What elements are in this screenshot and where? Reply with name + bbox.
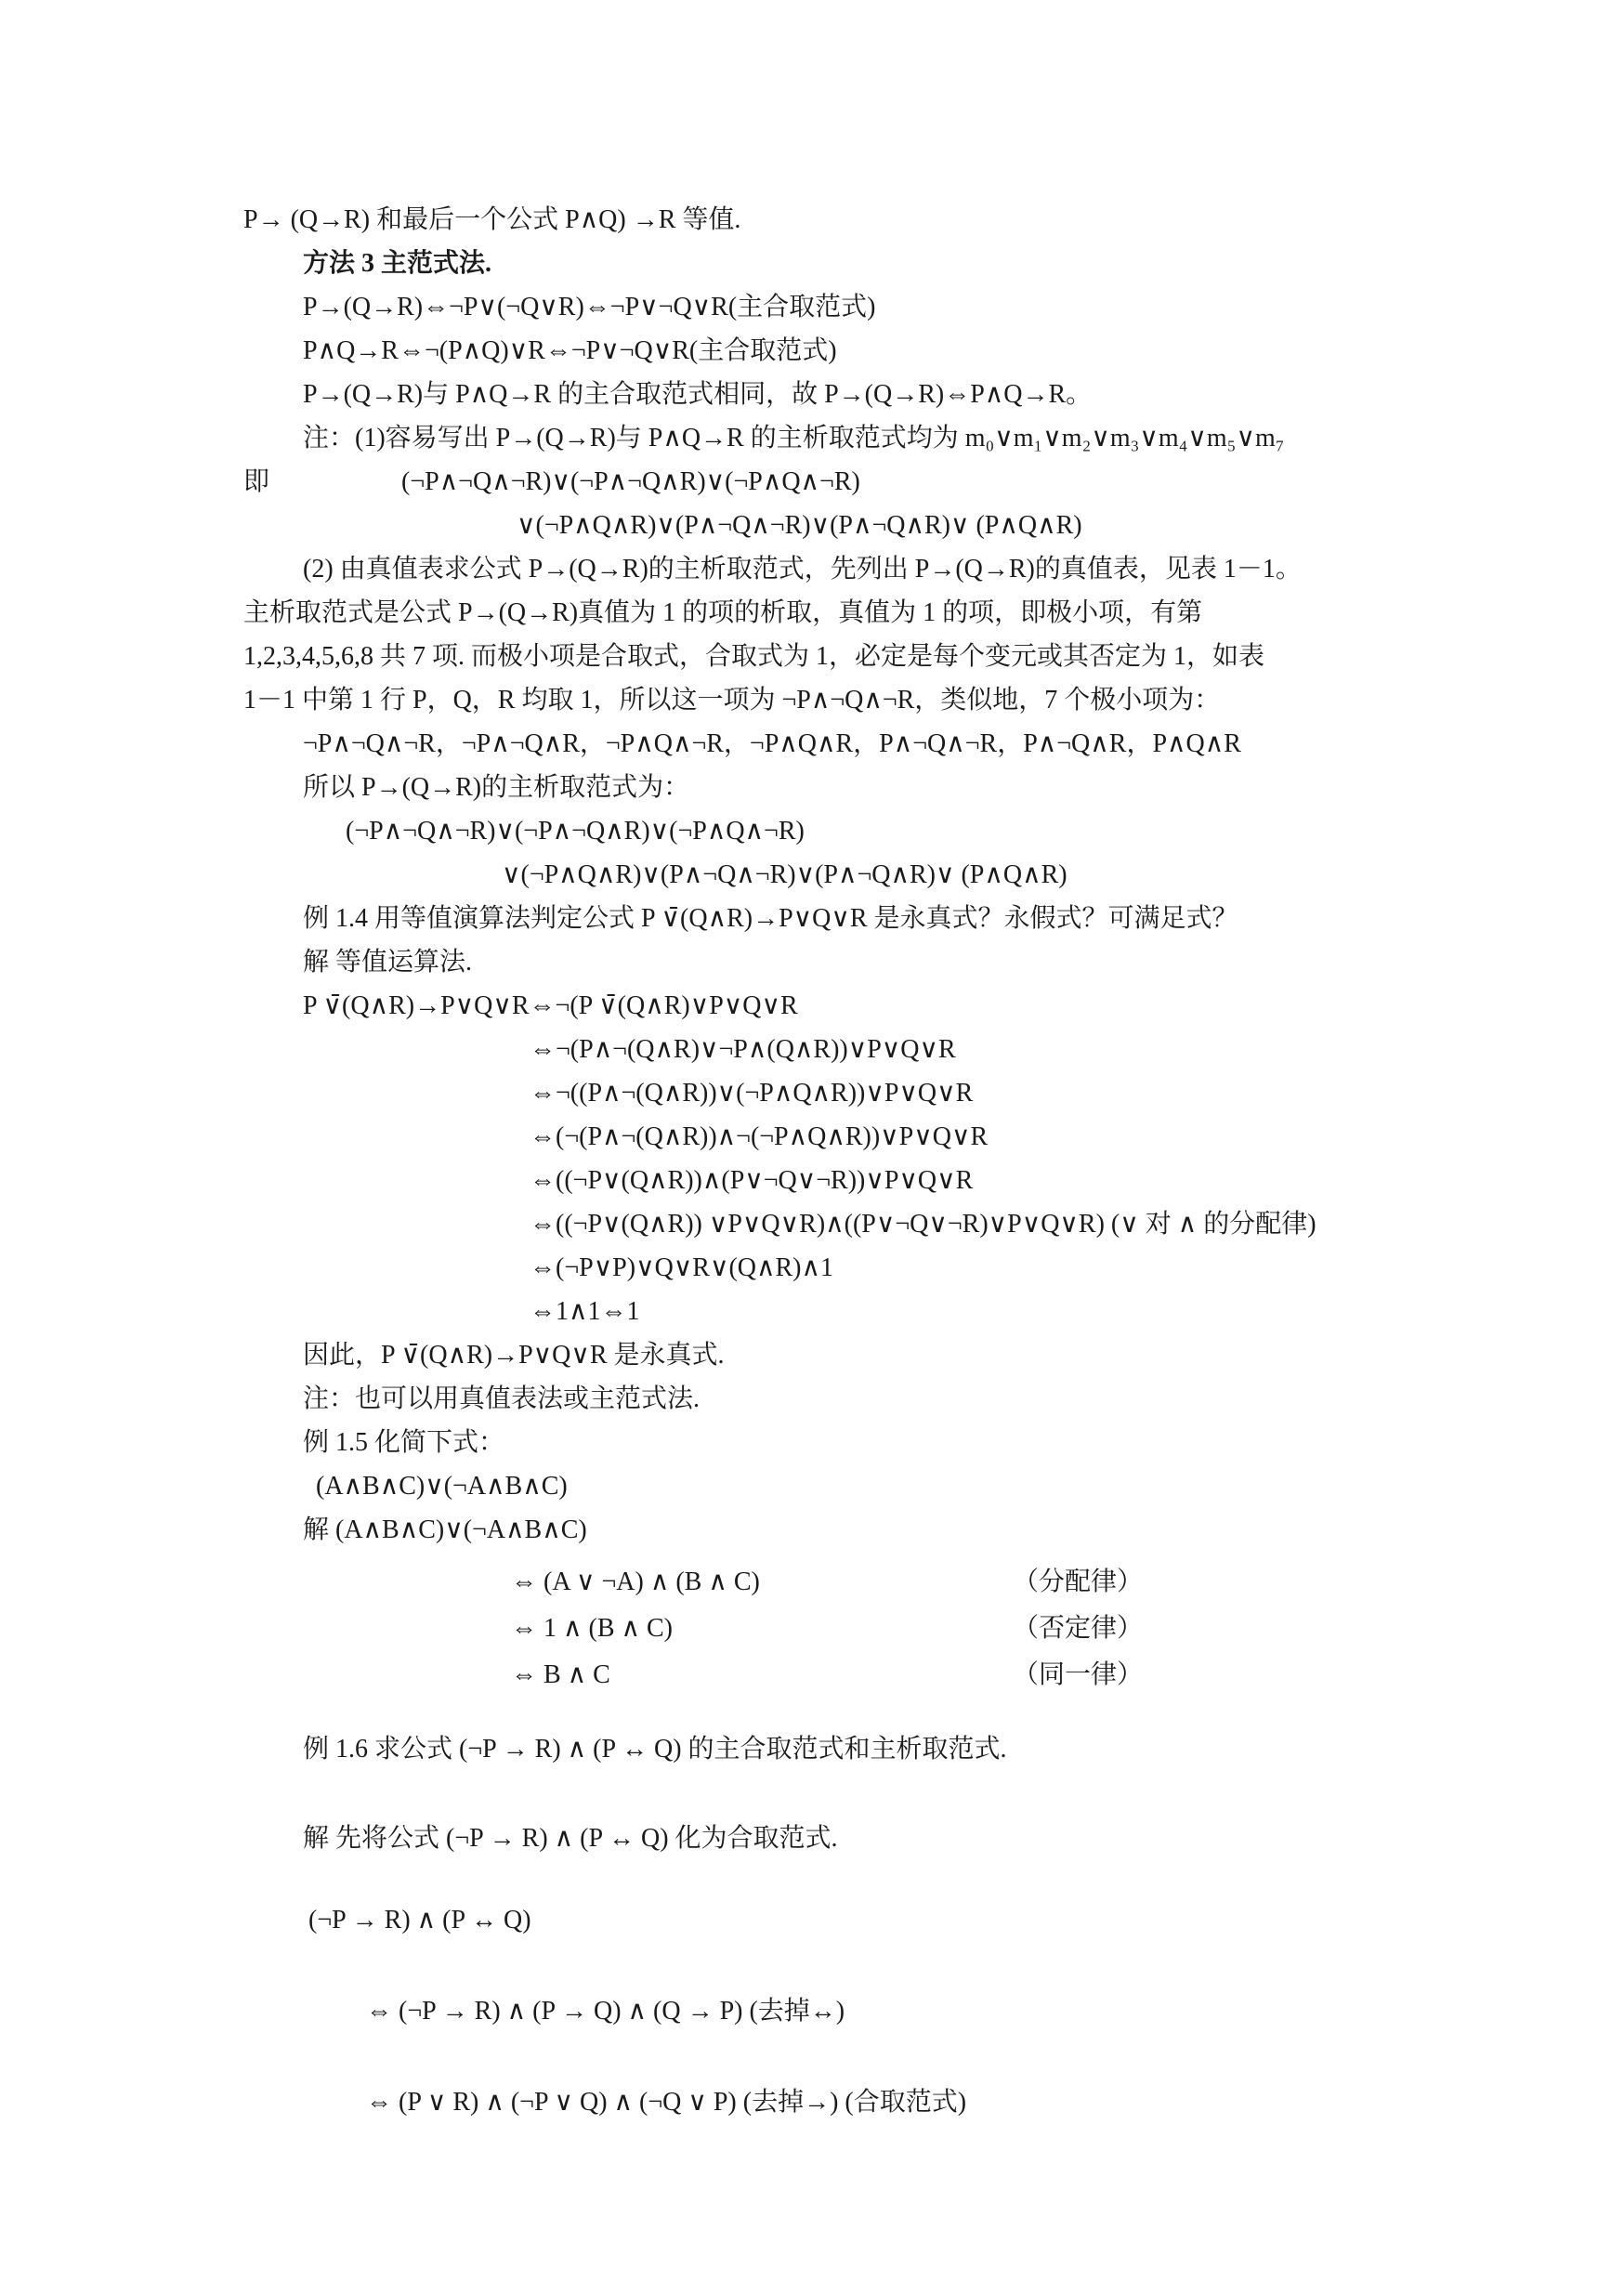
text-line: 即 xyxy=(243,467,270,496)
formula-line: ⇔ (A ∨ ¬A) ∧ (B ∧ C) xyxy=(511,1567,760,1596)
solution-label: 解 等值运算法. xyxy=(303,948,473,977)
formula-line: ∨(¬P∧Q∧R)∨(P∧¬Q∧¬R)∨(P∧¬Q∧R)∨ (P∧Q∧R) xyxy=(517,511,1082,540)
formula-line: ⇔((¬P∨(Q∧R))∧(P∨¬Q∨¬R))∨P∨Q∨R xyxy=(530,1166,974,1195)
formula-line: ⇔¬((P∧¬(Q∧R))∨(¬P∧Q∧R))∨P∨Q∨R xyxy=(530,1079,974,1108)
formula-line: ⇔ B ∧ C xyxy=(511,1660,610,1689)
formula-line: P→(Q→R)与 P∧Q→R 的主合取范式相同，故 P→(Q→R)⇔P∧Q→R。 xyxy=(303,380,1093,409)
formula-line: ⇔1∧1⇔1 xyxy=(530,1297,640,1326)
formula-line: ⇔((¬P∨(Q∧R)) ∨P∨Q∨R)∧((P∨¬Q∨¬R)∨P∨Q∨R) (∨ 对 ∧ 的分配律) xyxy=(530,1210,1316,1239)
formula-line: (¬P∧¬Q∧¬R)∨(¬P∧¬Q∧R)∨(¬P∧Q∧¬R) xyxy=(401,467,860,496)
formula-line: (A∧B∧C)∨(¬A∧B∧C) xyxy=(316,1472,568,1501)
note-line: 注：也可以用真值表法或主范式法. xyxy=(303,1384,701,1413)
text-line: 因此，P ∨̄(Q∧R)→P∨Q∨R 是永真式. xyxy=(303,1341,725,1370)
formula-line: ⇔(¬P∨P)∨Q∨R∨(Q∧R)∧1 xyxy=(530,1253,833,1282)
note-line: 注：(1)容易写出 P→(Q→R)与 P∧Q→R 的主析取范式均为 m₀∨m₁∨m₂∨m₃∨m₄∨m₅∨m₇ xyxy=(303,424,1285,452)
text-line: P→ (Q→R) 和最后一个公式 P∧Q) →R 等值. xyxy=(243,205,741,234)
formula-line: P→(Q→R)⇔¬P∨(¬Q∨R)⇔¬P∨¬Q∨R(主合取范式) xyxy=(303,293,876,321)
section-heading: 方法 3 主范式法. xyxy=(303,249,492,278)
formula-line: ⇔¬(P∧¬(Q∧R)∨¬P∧(Q∧R))∨P∨Q∨R xyxy=(530,1035,956,1064)
law-label: （分配律） xyxy=(1013,1567,1144,1596)
text-line: (2) 由真值表求公式 P→(Q→R)的主析取范式，先列出 P→(Q→R)的真值表，见表 1－1。 xyxy=(303,555,1302,584)
text-line: 所以 P→(Q→R)的主析取范式为： xyxy=(303,773,690,802)
example-heading: 例 1.6 求公式 (¬P → R) ∧ (P ↔ Q) 的主合取范式和主析取范式. xyxy=(303,1735,1007,1764)
solution-label: 解 先将公式 (¬P → R) ∧ (P ↔ Q) 化为合取范式. xyxy=(303,1824,838,1853)
formula-line: ⇔ 1 ∧ (B ∧ C) xyxy=(511,1614,673,1643)
formula-line: ∨(¬P∧Q∧R)∨(P∧¬Q∧¬R)∨(P∧¬Q∧R)∨ (P∧Q∧R) xyxy=(502,860,1067,889)
formula-line: ⇔(¬(P∧¬(Q∧R))∧¬(¬P∧Q∧R))∨P∨Q∨R xyxy=(530,1122,989,1151)
law-label: （同一律） xyxy=(1013,1660,1144,1689)
solution-label: 解 (A∧B∧C)∨(¬A∧B∧C) xyxy=(303,1515,587,1544)
text-line: 主析取范式是公式 P→(Q→R)真值为 1 的项的析取，真值为 1 的项，即极小项，有第 xyxy=(243,598,1203,627)
text-line: 1－1 中第 1 行 P，Q，R 均取 1，所以这一项为 ¬P∧¬Q∧¬R，类似地，7 个极小项为： xyxy=(243,686,1221,715)
text-line: 1,2,3,4,5,6,8 共 7 项. 而极小项是合取式，合取式为 1，必定是每个变元或其否定为 1，如表 xyxy=(243,642,1265,671)
formula-line: P ∨̄(Q∧R)→P∨Q∨R⇔¬(P ∨̄(Q∧R)∨P∨Q∨R xyxy=(303,991,798,1020)
formula-line: ⇔ (¬P → R) ∧ (P → Q) ∧ (Q → P) (去掉↔) xyxy=(366,1997,845,2026)
example-heading: 例 1.4 用等值演算法判定公式 P ∨̄(Q∧R)→P∨Q∨R 是永真式？永假式？可满足式？ xyxy=(303,904,1238,933)
example-heading: 例 1.5 化简下式： xyxy=(303,1428,505,1457)
formula-line: (¬P → R) ∧ (P ↔ Q) xyxy=(308,1906,531,1934)
formula-line: (¬P∧¬Q∧¬R)∨(¬P∧¬Q∧R)∨(¬P∧Q∧¬R) xyxy=(346,817,805,846)
law-label: （否定律） xyxy=(1013,1614,1144,1643)
formula-line: P∧Q→R⇔¬(P∧Q)∨R⇔¬P∨¬Q∨R(主合取范式) xyxy=(303,336,837,365)
formula-line: ¬P∧¬Q∧¬R，¬P∧¬Q∧R，¬P∧Q∧¬R，¬P∧Q∧R，P∧¬Q∧¬R，P∧¬Q∧R，P∧Q∧R xyxy=(303,729,1241,758)
formula-line: ⇔ (P ∨ R) ∧ (¬P ∨ Q) ∧ (¬Q ∨ P) (去掉→) (合取范式) xyxy=(366,2088,967,2117)
